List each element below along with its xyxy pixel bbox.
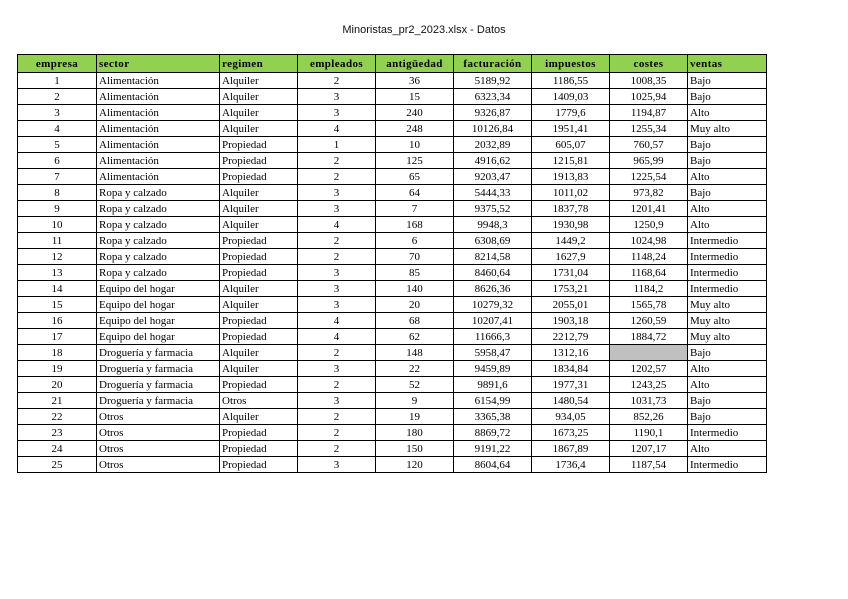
cell-empresa: 12 bbox=[18, 249, 97, 265]
cell-costes: 1201,41 bbox=[610, 201, 688, 217]
cell-facturacion: 10207,41 bbox=[454, 313, 532, 329]
cell-impuestos: 1753,21 bbox=[532, 281, 610, 297]
table-row bbox=[18, 153, 767, 169]
cell-sector: Droguería y farmacia bbox=[97, 393, 220, 409]
cell-impuestos: 1731,04 bbox=[532, 265, 610, 281]
cell-facturacion: 9459,89 bbox=[454, 361, 532, 377]
cell-costes bbox=[610, 345, 688, 361]
cell-impuestos: 1011,02 bbox=[532, 185, 610, 201]
table-row bbox=[18, 217, 767, 233]
cell-sector: Otros bbox=[97, 425, 220, 441]
cell-empleados: 2 bbox=[298, 377, 376, 393]
cell-regimen: Alquiler bbox=[220, 345, 298, 361]
cell-empleados: 1 bbox=[298, 137, 376, 153]
cell-ventas: Bajo bbox=[688, 185, 767, 201]
cell-empleados: 4 bbox=[298, 329, 376, 345]
cell-antiguedad: 120 bbox=[376, 457, 454, 473]
cell-antiguedad: 248 bbox=[376, 121, 454, 137]
cell-facturacion: 3365,38 bbox=[454, 409, 532, 425]
cell-sector: Equipo del hogar bbox=[97, 329, 220, 345]
cell-regimen: Propiedad bbox=[220, 313, 298, 329]
cell-antiguedad: 22 bbox=[376, 361, 454, 377]
cell-antiguedad: 19 bbox=[376, 409, 454, 425]
cell-facturacion: 4916,62 bbox=[454, 153, 532, 169]
cell-empresa: 13 bbox=[18, 265, 97, 281]
cell-costes: 1184,2 bbox=[610, 281, 688, 297]
cell-sector: Otros bbox=[97, 441, 220, 457]
cell-empresa: 22 bbox=[18, 409, 97, 425]
cell-ventas: Alto bbox=[688, 105, 767, 121]
cell-costes: 1190,1 bbox=[610, 425, 688, 441]
cell-ventas: Muy alto bbox=[688, 121, 767, 137]
cell-empresa: 18 bbox=[18, 345, 97, 361]
cell-empresa: 21 bbox=[18, 393, 97, 409]
cell-empleados: 2 bbox=[298, 409, 376, 425]
column-header-sector: sector bbox=[97, 55, 220, 73]
cell-facturacion: 10126,84 bbox=[454, 121, 532, 137]
cell-facturacion: 6323,34 bbox=[454, 89, 532, 105]
cell-facturacion: 5958,47 bbox=[454, 345, 532, 361]
cell-impuestos: 1977,31 bbox=[532, 377, 610, 393]
cell-costes: 1194,87 bbox=[610, 105, 688, 121]
cell-antiguedad: 7 bbox=[376, 201, 454, 217]
cell-sector: Alimentación bbox=[97, 121, 220, 137]
cell-empresa: 19 bbox=[18, 361, 97, 377]
table-row bbox=[18, 393, 767, 409]
cell-regimen: Propiedad bbox=[220, 249, 298, 265]
cell-sector: Droguería y farmacia bbox=[97, 377, 220, 393]
cell-regimen: Alquiler bbox=[220, 361, 298, 377]
cell-facturacion: 8460,64 bbox=[454, 265, 532, 281]
cell-ventas: Alto bbox=[688, 201, 767, 217]
cell-facturacion: 8626,36 bbox=[454, 281, 532, 297]
cell-sector: Equipo del hogar bbox=[97, 297, 220, 313]
table-row bbox=[18, 377, 767, 393]
column-header-antiguedad: antigüedad bbox=[376, 55, 454, 73]
cell-costes: 1168,64 bbox=[610, 265, 688, 281]
cell-regimen: Propiedad bbox=[220, 153, 298, 169]
table-row bbox=[18, 361, 767, 377]
cell-sector: Droguería y farmacia bbox=[97, 361, 220, 377]
cell-empleados: 3 bbox=[298, 201, 376, 217]
cell-impuestos: 1930,98 bbox=[532, 217, 610, 233]
cell-costes: 1187,54 bbox=[610, 457, 688, 473]
cell-antiguedad: 36 bbox=[376, 73, 454, 89]
cell-costes: 1207,17 bbox=[610, 441, 688, 457]
cell-regimen: Propiedad bbox=[220, 457, 298, 473]
cell-antiguedad: 68 bbox=[376, 313, 454, 329]
cell-costes: 1565,78 bbox=[610, 297, 688, 313]
table-row bbox=[18, 89, 767, 105]
cell-ventas: Bajo bbox=[688, 89, 767, 105]
cell-impuestos: 1867,89 bbox=[532, 441, 610, 457]
cell-antiguedad: 180 bbox=[376, 425, 454, 441]
cell-regimen: Alquiler bbox=[220, 201, 298, 217]
cell-impuestos: 1903,18 bbox=[532, 313, 610, 329]
cell-antiguedad: 240 bbox=[376, 105, 454, 121]
cell-regimen: Alquiler bbox=[220, 297, 298, 313]
column-header-costes: costes bbox=[610, 55, 688, 73]
table-row bbox=[18, 249, 767, 265]
cell-costes: 1255,34 bbox=[610, 121, 688, 137]
cell-empleados: 3 bbox=[298, 265, 376, 281]
cell-impuestos: 1951,41 bbox=[532, 121, 610, 137]
cell-empleados: 4 bbox=[298, 313, 376, 329]
cell-impuestos: 1186,55 bbox=[532, 73, 610, 89]
cell-empleados: 2 bbox=[298, 425, 376, 441]
cell-antiguedad: 85 bbox=[376, 265, 454, 281]
cell-empresa: 9 bbox=[18, 201, 97, 217]
cell-empleados: 3 bbox=[298, 393, 376, 409]
cell-empleados: 2 bbox=[298, 345, 376, 361]
cell-sector: Alimentación bbox=[97, 169, 220, 185]
cell-regimen: Propiedad bbox=[220, 233, 298, 249]
cell-costes: 1031,73 bbox=[610, 393, 688, 409]
column-header-empleados: empleados bbox=[298, 55, 376, 73]
cell-ventas: Bajo bbox=[688, 393, 767, 409]
cell-ventas: Muy alto bbox=[688, 297, 767, 313]
cell-ventas: Alto bbox=[688, 441, 767, 457]
cell-antiguedad: 140 bbox=[376, 281, 454, 297]
cell-antiguedad: 148 bbox=[376, 345, 454, 361]
cell-facturacion: 6308,69 bbox=[454, 233, 532, 249]
cell-regimen: Otros bbox=[220, 393, 298, 409]
table-row bbox=[18, 105, 767, 121]
cell-sector: Ropa y calzado bbox=[97, 249, 220, 265]
cell-ventas: Muy alto bbox=[688, 313, 767, 329]
cell-costes: 1260,59 bbox=[610, 313, 688, 329]
cell-empleados: 2 bbox=[298, 73, 376, 89]
cell-empleados: 3 bbox=[298, 297, 376, 313]
cell-regimen: Alquiler bbox=[220, 185, 298, 201]
cell-costes: 852,26 bbox=[610, 409, 688, 425]
cell-sector: Equipo del hogar bbox=[97, 281, 220, 297]
cell-antiguedad: 168 bbox=[376, 217, 454, 233]
cell-antiguedad: 10 bbox=[376, 137, 454, 153]
cell-empleados: 2 bbox=[298, 153, 376, 169]
cell-antiguedad: 9 bbox=[376, 393, 454, 409]
cell-ventas: Alto bbox=[688, 361, 767, 377]
cell-empleados: 3 bbox=[298, 105, 376, 121]
cell-empresa: 2 bbox=[18, 89, 97, 105]
cell-facturacion: 10279,32 bbox=[454, 297, 532, 313]
table-row bbox=[18, 281, 767, 297]
cell-antiguedad: 65 bbox=[376, 169, 454, 185]
column-header-facturacion: facturación bbox=[454, 55, 532, 73]
cell-costes: 1250,9 bbox=[610, 217, 688, 233]
document-title: Minoristas_pr2_2023.xlsx - Datos bbox=[342, 24, 506, 36]
cell-empresa: 8 bbox=[18, 185, 97, 201]
cell-regimen: Alquiler bbox=[220, 409, 298, 425]
cell-sector: Equipo del hogar bbox=[97, 313, 220, 329]
cell-impuestos: 1673,25 bbox=[532, 425, 610, 441]
cell-regimen: Propiedad bbox=[220, 137, 298, 153]
column-header-regimen: regimen bbox=[220, 55, 298, 73]
cell-costes: 1225,54 bbox=[610, 169, 688, 185]
cell-ventas: Intermedio bbox=[688, 249, 767, 265]
table-row bbox=[18, 169, 767, 185]
cell-impuestos: 1449,2 bbox=[532, 233, 610, 249]
cell-regimen: Propiedad bbox=[220, 377, 298, 393]
cell-empresa: 3 bbox=[18, 105, 97, 121]
cell-empresa: 11 bbox=[18, 233, 97, 249]
cell-sector: Otros bbox=[97, 409, 220, 425]
cell-empresa: 10 bbox=[18, 217, 97, 233]
cell-antiguedad: 64 bbox=[376, 185, 454, 201]
column-header-empresa: empresa bbox=[18, 55, 97, 73]
cell-sector: Ropa y calzado bbox=[97, 265, 220, 281]
cell-empresa: 14 bbox=[18, 281, 97, 297]
cell-empresa: 17 bbox=[18, 329, 97, 345]
cell-empleados: 3 bbox=[298, 361, 376, 377]
cell-sector: Otros bbox=[97, 457, 220, 473]
cell-impuestos: 934,05 bbox=[532, 409, 610, 425]
cell-ventas: Intermedio bbox=[688, 265, 767, 281]
column-header-impuestos: impuestos bbox=[532, 55, 610, 73]
cell-facturacion: 6154,99 bbox=[454, 393, 532, 409]
cell-empresa: 1 bbox=[18, 73, 97, 89]
cell-regimen: Propiedad bbox=[220, 169, 298, 185]
cell-ventas: Bajo bbox=[688, 153, 767, 169]
cell-regimen: Propiedad bbox=[220, 329, 298, 345]
cell-costes: 1025,94 bbox=[610, 89, 688, 105]
cell-antiguedad: 15 bbox=[376, 89, 454, 105]
cell-sector: Ropa y calzado bbox=[97, 233, 220, 249]
cell-facturacion: 5189,92 bbox=[454, 73, 532, 89]
cell-empresa: 23 bbox=[18, 425, 97, 441]
cell-antiguedad: 62 bbox=[376, 329, 454, 345]
cell-costes: 1148,24 bbox=[610, 249, 688, 265]
cell-facturacion: 9203,47 bbox=[454, 169, 532, 185]
cell-costes: 1202,57 bbox=[610, 361, 688, 377]
data-table bbox=[17, 54, 767, 473]
table-row bbox=[18, 457, 767, 473]
cell-empresa: 4 bbox=[18, 121, 97, 137]
cell-costes: 1884,72 bbox=[610, 329, 688, 345]
table-row bbox=[18, 233, 767, 249]
table-row bbox=[18, 329, 767, 345]
cell-impuestos: 1480,54 bbox=[532, 393, 610, 409]
cell-antiguedad: 52 bbox=[376, 377, 454, 393]
cell-ventas: Intermedio bbox=[688, 233, 767, 249]
cell-impuestos: 2212,79 bbox=[532, 329, 610, 345]
header-row bbox=[18, 55, 767, 73]
table-row bbox=[18, 201, 767, 217]
cell-ventas: Muy alto bbox=[688, 329, 767, 345]
cell-impuestos: 2055,01 bbox=[532, 297, 610, 313]
table-row bbox=[18, 265, 767, 281]
cell-empresa: 6 bbox=[18, 153, 97, 169]
cell-empleados: 2 bbox=[298, 233, 376, 249]
cell-ventas: Intermedio bbox=[688, 281, 767, 297]
cell-sector: Alimentación bbox=[97, 73, 220, 89]
cell-impuestos: 1627,9 bbox=[532, 249, 610, 265]
cell-ventas: Bajo bbox=[688, 345, 767, 361]
cell-impuestos: 1736,4 bbox=[532, 457, 610, 473]
cell-antiguedad: 150 bbox=[376, 441, 454, 457]
cell-sector: Droguería y farmacia bbox=[97, 345, 220, 361]
cell-antiguedad: 6 bbox=[376, 233, 454, 249]
cell-antiguedad: 70 bbox=[376, 249, 454, 265]
cell-empresa: 5 bbox=[18, 137, 97, 153]
cell-empresa: 7 bbox=[18, 169, 97, 185]
cell-regimen: Alquiler bbox=[220, 89, 298, 105]
cell-facturacion: 8604,64 bbox=[454, 457, 532, 473]
cell-sector: Ropa y calzado bbox=[97, 201, 220, 217]
cell-impuestos: 1215,81 bbox=[532, 153, 610, 169]
table-row bbox=[18, 313, 767, 329]
cell-impuestos: 1312,16 bbox=[532, 345, 610, 361]
cell-regimen: Propiedad bbox=[220, 441, 298, 457]
cell-regimen: Alquiler bbox=[220, 121, 298, 137]
cell-ventas: Bajo bbox=[688, 409, 767, 425]
cell-sector: Alimentación bbox=[97, 137, 220, 153]
table-row bbox=[18, 441, 767, 457]
cell-empresa: 16 bbox=[18, 313, 97, 329]
cell-regimen: Propiedad bbox=[220, 265, 298, 281]
cell-ventas: Alto bbox=[688, 217, 767, 233]
cell-facturacion: 9191,22 bbox=[454, 441, 532, 457]
table-row bbox=[18, 345, 767, 361]
cell-sector: Alimentación bbox=[97, 89, 220, 105]
cell-costes: 760,57 bbox=[610, 137, 688, 153]
table-row bbox=[18, 137, 767, 153]
table-row bbox=[18, 73, 767, 89]
cell-sector: Alimentación bbox=[97, 153, 220, 169]
cell-facturacion: 9326,87 bbox=[454, 105, 532, 121]
cell-antiguedad: 125 bbox=[376, 153, 454, 169]
table-row bbox=[18, 297, 767, 313]
cell-regimen: Alquiler bbox=[220, 73, 298, 89]
cell-empresa: 20 bbox=[18, 377, 97, 393]
column-header-ventas: ventas bbox=[688, 55, 767, 73]
cell-empleados: 3 bbox=[298, 457, 376, 473]
cell-empleados: 3 bbox=[298, 281, 376, 297]
cell-costes: 973,82 bbox=[610, 185, 688, 201]
table-row bbox=[18, 409, 767, 425]
cell-costes: 1243,25 bbox=[610, 377, 688, 393]
cell-impuestos: 1409,03 bbox=[532, 89, 610, 105]
cell-ventas: Intermedio bbox=[688, 457, 767, 473]
cell-costes: 965,99 bbox=[610, 153, 688, 169]
cell-impuestos: 605,07 bbox=[532, 137, 610, 153]
cell-empresa: 25 bbox=[18, 457, 97, 473]
cell-empleados: 2 bbox=[298, 441, 376, 457]
cell-impuestos: 1834,84 bbox=[532, 361, 610, 377]
cell-sector: Alimentación bbox=[97, 105, 220, 121]
cell-antiguedad: 20 bbox=[376, 297, 454, 313]
cell-facturacion: 9948,3 bbox=[454, 217, 532, 233]
cell-impuestos: 1913,83 bbox=[532, 169, 610, 185]
cell-empresa: 24 bbox=[18, 441, 97, 457]
cell-empleados: 3 bbox=[298, 185, 376, 201]
cell-costes: 1024,98 bbox=[610, 233, 688, 249]
cell-empleados: 3 bbox=[298, 89, 376, 105]
cell-empleados: 4 bbox=[298, 217, 376, 233]
cell-regimen: Alquiler bbox=[220, 105, 298, 121]
cell-ventas: Alto bbox=[688, 169, 767, 185]
cell-empleados: 2 bbox=[298, 249, 376, 265]
cell-facturacion: 9891,6 bbox=[454, 377, 532, 393]
cell-facturacion: 8869,72 bbox=[454, 425, 532, 441]
cell-empresa: 15 bbox=[18, 297, 97, 313]
cell-regimen: Propiedad bbox=[220, 425, 298, 441]
cell-facturacion: 11666,3 bbox=[454, 329, 532, 345]
cell-ventas: Bajo bbox=[688, 137, 767, 153]
cell-facturacion: 5444,33 bbox=[454, 185, 532, 201]
table-row bbox=[18, 425, 767, 441]
cell-ventas: Alto bbox=[688, 377, 767, 393]
cell-ventas: Bajo bbox=[688, 73, 767, 89]
cell-ventas: Intermedio bbox=[688, 425, 767, 441]
cell-sector: Ropa y calzado bbox=[97, 217, 220, 233]
cell-empleados: 2 bbox=[298, 169, 376, 185]
table-row bbox=[18, 121, 767, 137]
cell-costes: 1008,35 bbox=[610, 73, 688, 89]
cell-regimen: Alquiler bbox=[220, 217, 298, 233]
cell-facturacion: 2032,89 bbox=[454, 137, 532, 153]
cell-sector: Ropa y calzado bbox=[97, 185, 220, 201]
table-row bbox=[18, 185, 767, 201]
cell-impuestos: 1837,78 bbox=[532, 201, 610, 217]
cell-facturacion: 9375,52 bbox=[454, 201, 532, 217]
cell-facturacion: 8214,58 bbox=[454, 249, 532, 265]
cell-regimen: Alquiler bbox=[220, 281, 298, 297]
cell-empleados: 4 bbox=[298, 121, 376, 137]
cell-impuestos: 1779,6 bbox=[532, 105, 610, 121]
